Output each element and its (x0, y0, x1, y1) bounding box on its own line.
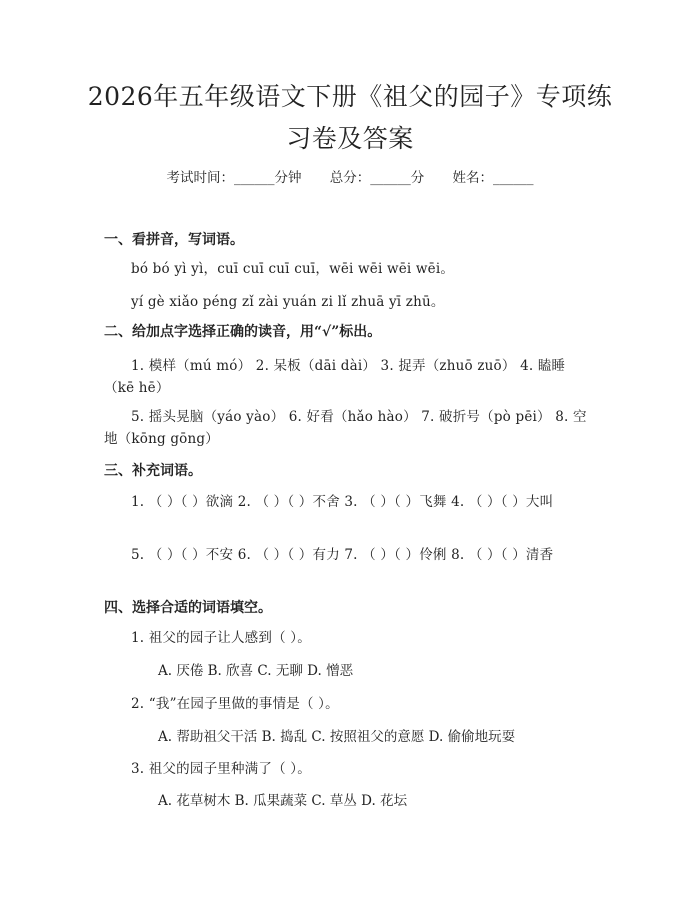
question-1: 1. 祖父的园子让人感到（ ）。 (131, 630, 311, 646)
exam-time-field: 考试时间：______分钟 (166, 170, 302, 186)
section-3-heading: 三、补充词语。 (104, 463, 202, 479)
idiom-items-2: 5. （ ）（ ）不安 6. （ ）（ ）有力 7. （ ）（ ）伶俐 8. （ ）（ ）清香 (131, 547, 554, 563)
section-4-heading: 四、选择合适的词语填空。 (104, 600, 272, 616)
pronunciation-items-1: 1. 模样（mú mó） 2. 呆板（dāi dài） 3. 捉弄（zhuō zuō） 4. 瞌睡（kē hē） (104, 358, 566, 396)
question-2: 2. “我”在园子里做的事情是（ ）。 (131, 696, 339, 712)
idiom-items-1: 1. （ ）（ ）欲滴 2. （ ）（ ）不舍 3. （ ）（ ）飞舞 4. （ ）（ ）大叫 (131, 494, 554, 510)
question-3-options: A. 花草树木 B. 瓜果蔬菜 C. 草丛 D. 花坛 (158, 793, 408, 809)
question-2-options: A. 帮助祖父干活 B. 捣乱 C. 按照祖父的意愿 D. 偷偷地玩耍 (158, 729, 516, 745)
section-1-heading: 一、看拼音，写词语。 (104, 232, 244, 248)
page-title: 2026年五年级语文下册《祖父的园子》专项练习卷及答案 (87, 82, 613, 153)
question-1-options: A. 厌倦 B. 欣喜 C. 无聊 D. 憎恶 (158, 663, 354, 679)
exam-meta (0, 168, 700, 188)
student-name-field: 姓名：______ (452, 170, 534, 186)
total-score-field: 总分：______分 (329, 170, 425, 186)
pinyin-line-1: bó bó yì yì，cuī cuī cuī cuī，wēi wēi wēi wēi。 (131, 261, 455, 277)
question-3: 3. 祖父的园子里种满了（ ）。 (131, 761, 311, 777)
pinyin-line-2: yí gè xiǎo péng zǐ zài yuán zi lǐ zhuā yī zhū。 (131, 294, 445, 310)
section-2-heading: 二、给加点字选择正确的读音，用“√”标出。 (104, 324, 382, 340)
pronunciation-items-2: 5. 摇头晃脑（yáo yào） 6. 好看（hǎo hào） 7. 破折号（pò pēi） 8. 空地（kōng gōng） (104, 409, 587, 447)
